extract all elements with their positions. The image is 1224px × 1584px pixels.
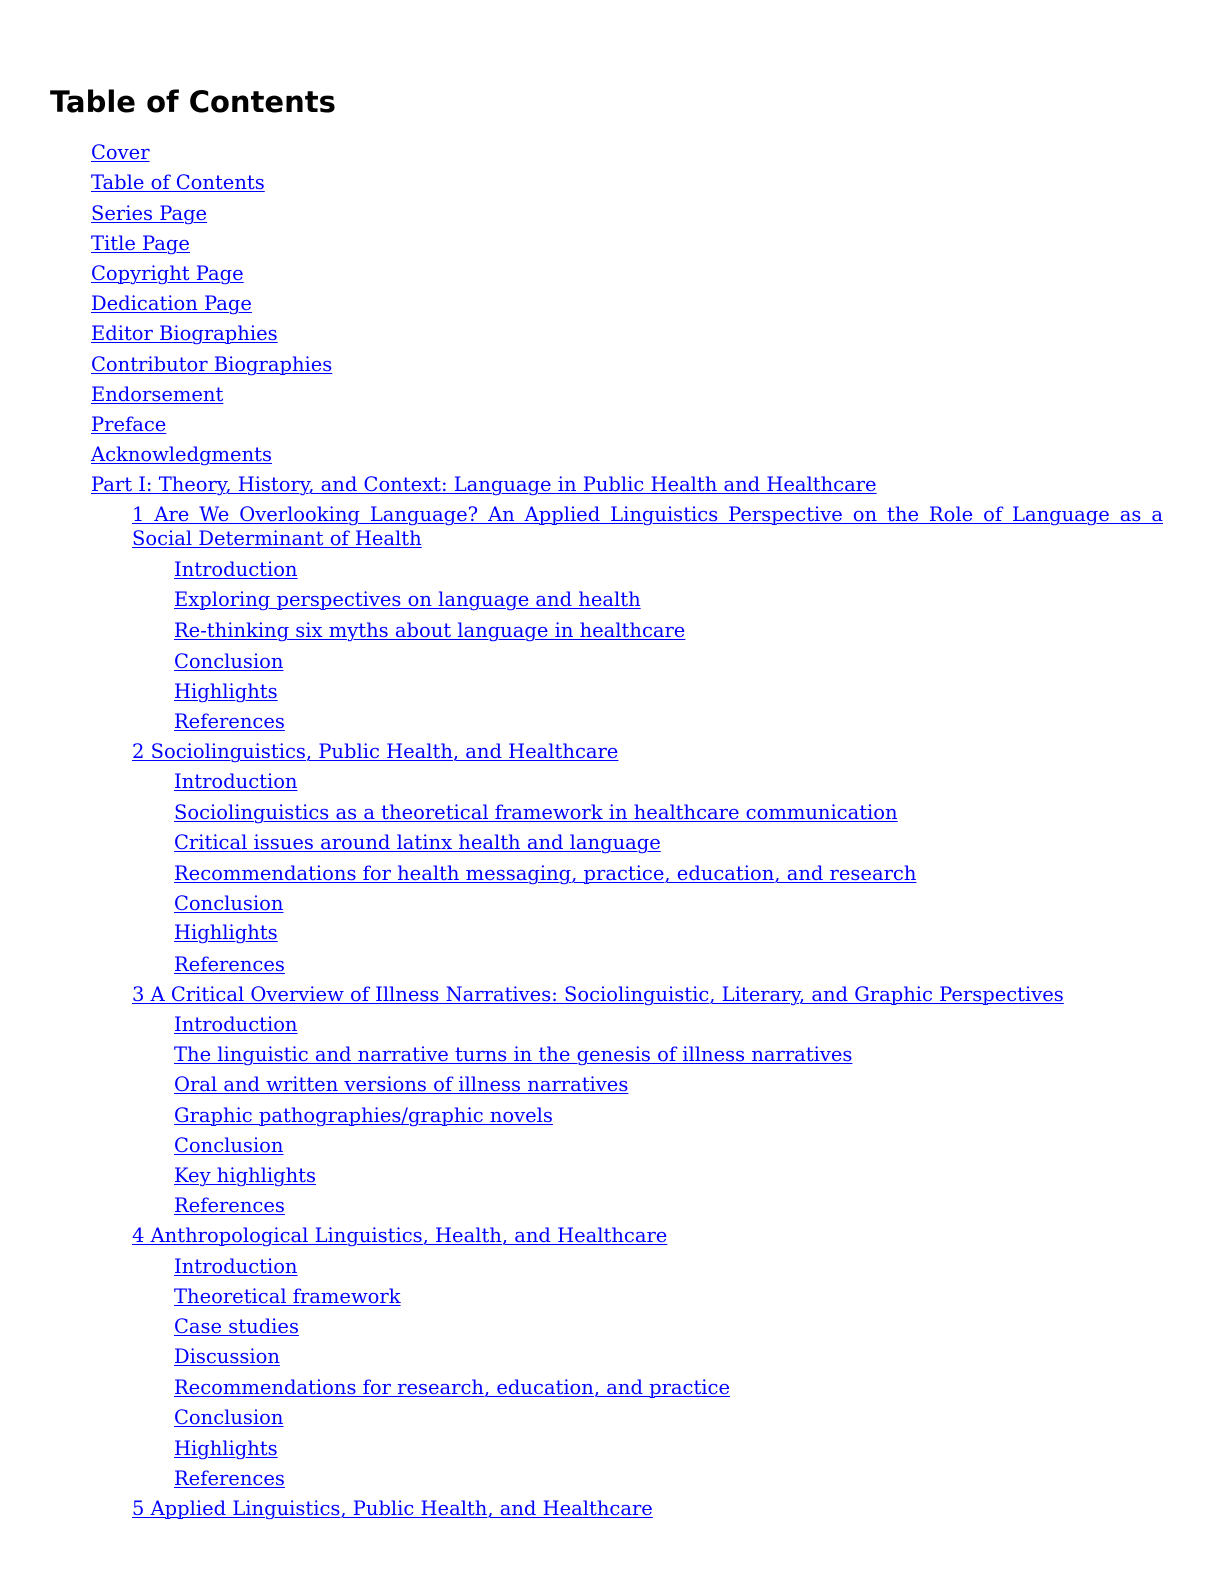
toc-entry-level-2[interactable]: Conclusion (174, 1406, 284, 1429)
toc-entry-level-0[interactable]: Title Page (91, 232, 190, 255)
toc-entry-level-2[interactable]: Highlights (174, 921, 278, 944)
toc-entry-level-2[interactable]: Introduction (174, 558, 298, 581)
toc-entry-level-2[interactable]: Introduction (174, 1013, 298, 1036)
toc-entry-level-0[interactable]: Part I: Theory, History, and Context: Language in Public Health and Healthcare (91, 473, 877, 496)
toc-entry-level-2[interactable]: Critical issues around latinx health and language (174, 831, 661, 854)
toc-entry-level-1[interactable]: 1 Are We Overlooking Language? An Applied Linguistics Perspective on the Role of Language as a Social Determinant of Health (132, 503, 1163, 550)
toc-entry-level-2[interactable]: Highlights (174, 680, 278, 703)
toc-entry-level-1[interactable]: 5 Applied Linguistics, Public Health, and Healthcare (132, 1497, 653, 1520)
toc-entry-level-2[interactable]: Recommendations for research, education, and practice (174, 1376, 731, 1399)
toc-entry-level-0[interactable]: Acknowledgments (91, 443, 272, 466)
toc-entry-level-2[interactable]: References (174, 953, 285, 976)
toc-entry-level-2[interactable]: Conclusion (174, 650, 284, 673)
toc-entry-level-2[interactable]: Highlights (174, 1437, 278, 1460)
toc-entry-level-2[interactable]: The linguistic and narrative turns in the genesis of illness narratives (174, 1043, 853, 1066)
toc-entry-level-2[interactable]: Conclusion (174, 892, 284, 915)
toc-entry-level-2[interactable]: Theoretical framework (174, 1285, 401, 1308)
toc-entry-level-0[interactable]: Copyright Page (91, 262, 244, 285)
toc-entry-level-2[interactable]: Introduction (174, 1255, 298, 1278)
toc-entry-level-0[interactable]: Editor Biographies (91, 322, 278, 345)
toc-entry-level-0[interactable]: Endorsement (91, 383, 224, 406)
toc-entry-level-0[interactable]: Table of Contents (91, 171, 265, 194)
toc-entry-level-0[interactable]: Preface (91, 413, 167, 436)
toc-entry-level-2[interactable]: References (174, 1194, 285, 1217)
toc-entry-level-2[interactable]: Case studies (174, 1315, 299, 1338)
toc-entry-level-1[interactable]: 2 Sociolinguistics, Public Health, and Healthcare (132, 740, 619, 763)
toc-entry-level-1[interactable]: 4 Anthropological Linguistics, Health, and Healthcare (132, 1224, 668, 1247)
toc-entry-level-0[interactable]: Contributor Biographies (91, 353, 333, 376)
page-title: Table of Contents (50, 85, 336, 119)
toc-entry-level-2[interactable]: Oral and written versions of illness narratives (174, 1073, 629, 1096)
toc-entry-level-2[interactable]: References (174, 1467, 285, 1490)
toc-entry-level-0[interactable]: Dedication Page (91, 292, 252, 315)
toc-entry-level-2[interactable]: Key highlights (174, 1164, 316, 1187)
toc-entry-level-2[interactable]: References (174, 710, 285, 733)
toc-entry-level-2[interactable]: Introduction (174, 770, 298, 793)
toc-entry-level-1[interactable]: 3 A Critical Overview of Illness Narratives: Sociolinguistic, Literary, and Graphic Perspectives (132, 983, 1064, 1006)
toc-entry-level-2[interactable]: Re-thinking six myths about language in healthcare (174, 619, 686, 642)
toc-entry-level-2[interactable]: Conclusion (174, 1134, 284, 1157)
toc-entry-level-0[interactable]: Cover (91, 141, 150, 164)
toc-entry-level-2[interactable]: Sociolinguistics as a theoretical framework in healthcare communication (174, 801, 898, 824)
toc-entry-level-2[interactable]: Exploring perspectives on language and health (174, 588, 641, 611)
toc-entry-level-2[interactable]: Discussion (174, 1345, 280, 1368)
toc-entry-level-2[interactable]: Graphic pathographies/graphic novels (174, 1104, 553, 1127)
toc-entry-level-2[interactable]: Recommendations for health messaging, practice, education, and research (174, 862, 917, 885)
toc-entry-level-0[interactable]: Series Page (91, 202, 208, 225)
